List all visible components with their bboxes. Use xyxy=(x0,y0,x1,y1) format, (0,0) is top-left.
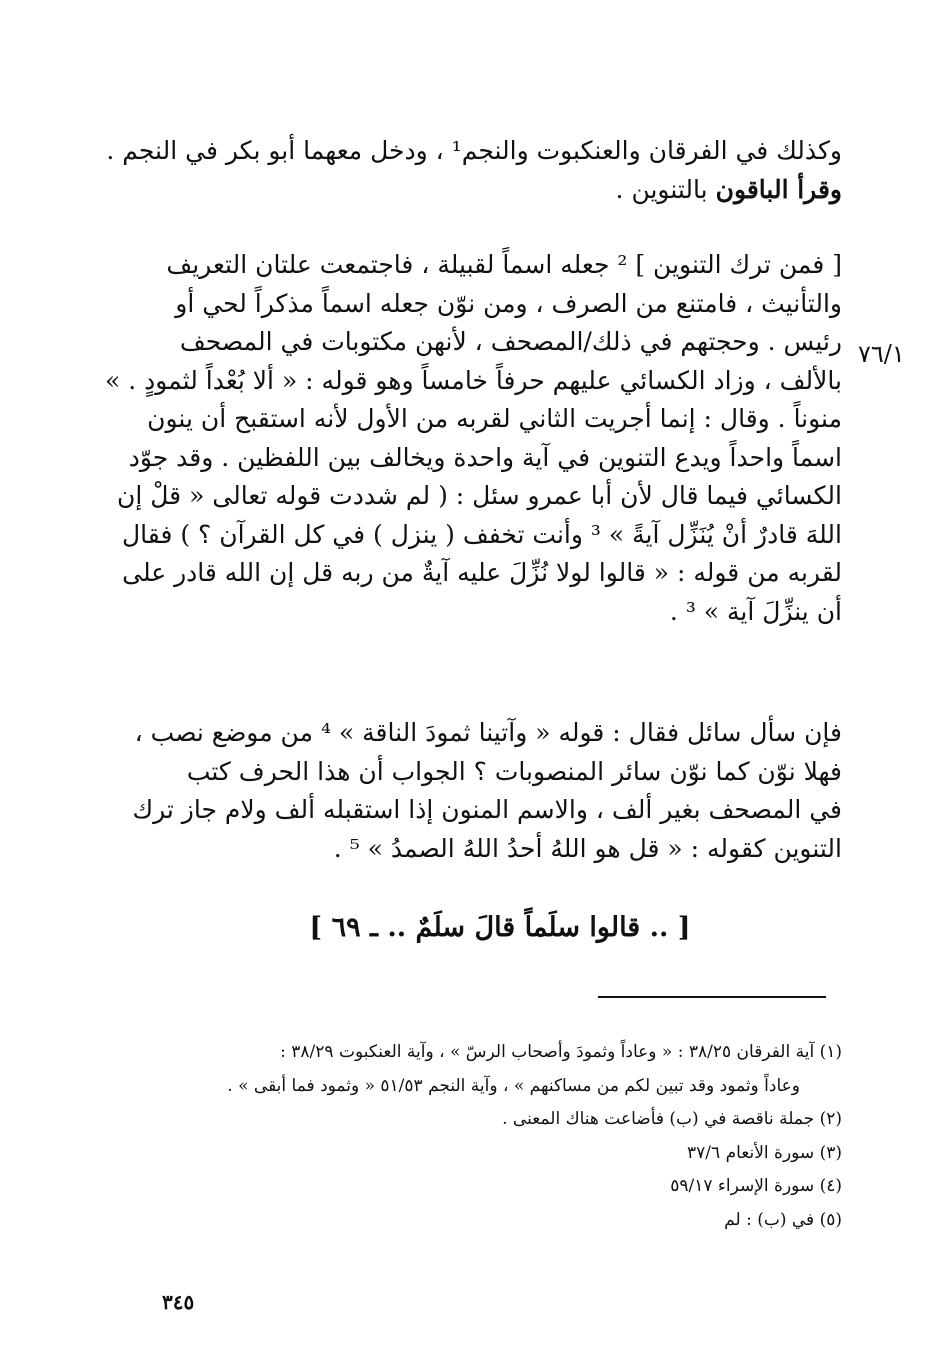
footnote: (٣) سورة الأنعام ٣٧/٦ xyxy=(687,1142,842,1163)
footnotes xyxy=(158,1036,842,1237)
footnote: (٢) جملة ناقصة في (ب) فأضاعت هناك المعنى . xyxy=(502,1109,842,1129)
margin-reference: ٧٦/١ xyxy=(858,340,905,368)
footnote: (٤) سورة الإسراء ٥٩/١٧ xyxy=(670,1176,842,1196)
paragraph-2 xyxy=(105,246,842,631)
text-line: لقربه من قوله : « قالوا لولا نُزِّلَ عليه آيةٌ من ربه قل إن الله قادر على xyxy=(122,558,842,587)
text-line: بالألف ، وزاد الكسائي عليهم حرفاً خامساً وهو قوله : « ألا بُعْداً لثمودٍ . » xyxy=(105,365,842,395)
footnote-continuation: وعاداً وثمود وقد تبين لكم من مساكنهم » ، وآية النجم ٥١/٥٣ « وثمود فما أبقى » . xyxy=(227,1075,800,1096)
paragraph-3 xyxy=(132,714,842,868)
text-line: في المصحف بغير ألف ، والاسم المنون إذا استقبله ألف ولام جاز ترك xyxy=(132,795,842,824)
bold-phrase: وقرأ الباقون xyxy=(715,174,842,204)
text-line: اللهَ قادرٌ أنْ يُنَزِّل آيةً » ³ وأنت تخفف ( ينزل ) في كل القرآن ؟ ) فقال xyxy=(122,519,842,549)
footnote: (٥) في (ب) : لم xyxy=(724,1209,842,1230)
page-number: ٣٤٥ xyxy=(162,1290,195,1314)
verse-heading: [ .. قالوا سلَماً قالَ سلَمٌ .. ـ ٦٩ ] xyxy=(309,912,691,943)
text-line: [ فمن ترك التنوين ] ² جعله اسماً لقبيلة ، فاجتمعت علتان التعريف xyxy=(166,250,842,279)
text-line: الكسائي فيما قال لأن أبا عمرو سئل : ( لم شددت قوله تعالى « قلْ إن xyxy=(116,481,842,510)
text-line: فهلا نوّن كما نوّن سائر المنصوبات ؟ الجواب أن هذا الحرف كتب xyxy=(186,756,842,786)
text-line xyxy=(158,171,842,210)
footnote: (١) آية الفرقان ٣٨/٢٥ : « وعاداً وثمودَ وأصحاب الرسّ » ، وآية العنكبوت ٣٨/٢٩ : xyxy=(280,1042,842,1062)
text-line: التنوين كقوله : « قل هو اللهُ أحدُ اللهُ الصمدُ » ⁵ . xyxy=(333,833,842,863)
text-line: رئيس . وحجتهم في ذلك/المصحف ، لأنهن مكتوبات في المصحف xyxy=(179,327,842,356)
paragraph-1 xyxy=(106,132,842,209)
text-line: والتأنيث ، فامتنع من الصرف ، ومن نوّن جعله اسماً مذكراً لحي أو xyxy=(175,288,842,318)
text-span: بالتنوين . xyxy=(615,174,716,204)
text-line: وكذلك في الفرقان والعنكبوت والنجم¹ ، ودخل معهما أبو بكر في النجم . xyxy=(106,136,842,165)
text-line: فإن سأل سائل فقال : قوله « وآتينا ثمودَ الناقة » ⁴ من موضع نصب ، xyxy=(134,718,842,747)
text-line: منوناً . وقال : إنما أجريت الثاني لقربه من الأول لأنه استقبح أن ينون xyxy=(147,404,842,433)
text-line: اسماً واحداً ويدع التنوين في آية واحدة ويخالف بين اللفظين . وقد جوّد xyxy=(128,442,842,472)
text-line: أن ينزِّلَ آية » ³ . xyxy=(669,596,842,626)
footnote-divider xyxy=(598,996,826,998)
